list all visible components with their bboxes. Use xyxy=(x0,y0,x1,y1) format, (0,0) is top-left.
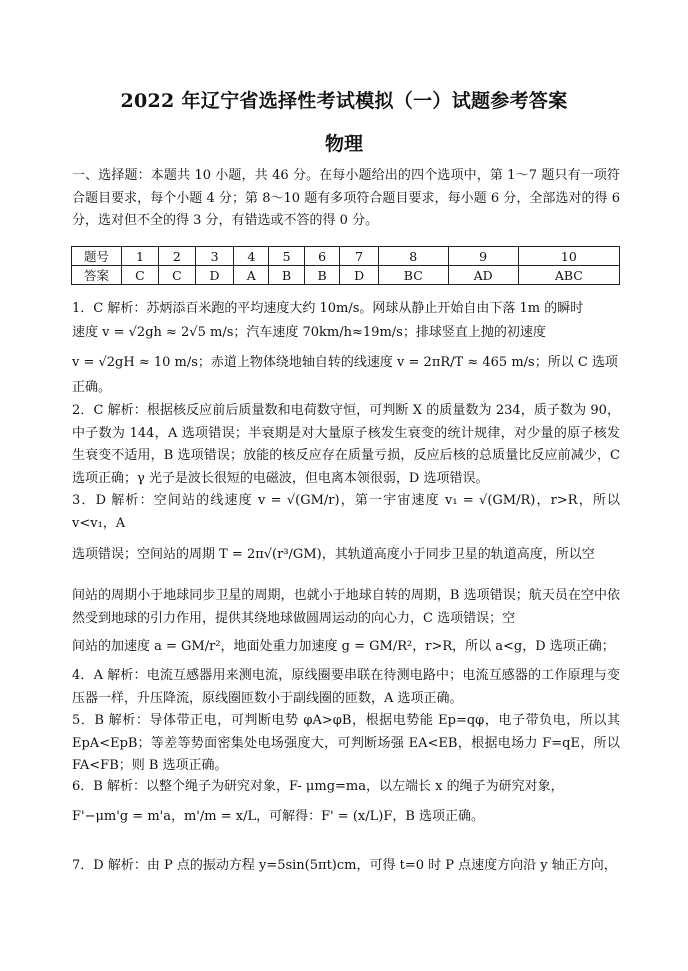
question-number: 10 xyxy=(518,247,619,266)
question-number: 5 xyxy=(269,247,305,266)
row-label-number: 题号 xyxy=(72,247,122,266)
explanation-q3-line4: 间站的加速度 a = GM/r²，地面处重力加速度 g = GM/R²，r>R，所以 a<g，D 选项正确； xyxy=(72,639,615,654)
explanation-q1-line4: 正确。 xyxy=(72,380,112,395)
question-number: 3 xyxy=(195,247,234,266)
subject-title: 物理 xyxy=(324,133,363,155)
question-number: 2 xyxy=(158,247,195,266)
answer-cell: ABC xyxy=(518,266,619,285)
explanation-q6-line1: 6．B 解析：以整个绳子为研究对象，F- μmg=ma，以左端长 x 的绳子为研究对象， xyxy=(72,779,564,794)
answer-cell: AD xyxy=(448,266,518,285)
table-row xyxy=(72,266,620,285)
question-number: 8 xyxy=(378,247,448,266)
explanation-q2: 2．C 解析：根据核反应前后质量数和电荷数守恒，可判断 X 的质量数为 234，质子数为 90，中子数为 144，A 选项错误；半衰期是对大量原子核发生衰变的统计规律，对少量的原子核发生衰变不适用，B 选项错误；放能的核反应存在质量亏损，反应后核的总质量比反应前减少，C 选项正确；γ 光子是波长很短的电磁波，但电离本领很弱，D 选项错误。 xyxy=(72,403,620,486)
row-label-answer: 答案 xyxy=(72,266,122,285)
explanation-q1-line1: 1．C 解析：苏炳添百米跑的平均速度大约 10m/s。网球从静止开始自由下落 1m 的瞬时 xyxy=(72,301,584,316)
explanation-q7: 7．D 解析：由 P 点的振动方程 y=5sin(5πt)cm，可得 t=0 时 P 点速度方向沿 y 轴正方向， xyxy=(72,858,617,873)
question-number: 1 xyxy=(122,247,159,266)
answer-table xyxy=(71,246,620,285)
table-row xyxy=(72,247,620,266)
explanation-q1-line2: 速度 v = √2gh ≈ 2√5 m/s；汽车速度 70km/h≈19m/s；排球竖直上抛的初速度 xyxy=(72,325,546,340)
answer-cell: B xyxy=(269,266,305,285)
answer-cell: A xyxy=(234,266,269,285)
explanation-q3-line3: 间站的周期小于地球同步卫星的周期，也就小于地球自转的周期，B 选项错误；航天员在空中依然受到地球的引力作用，提供其绕地球做圆周运动的向心力，C 选项错误；空 xyxy=(72,588,620,626)
section-intro: 一、选择题：本题共 10 小题，共 46 分。在每小题给出的四个选项中，第 1～7 题只有一项符合题目要求，每个小题 4 分；第 8～10 题有多项符合题目要求，每小题 6 分，全部选对的得 6 分，选对但不全的得 3 分，有错选或不答的得 0 分。 xyxy=(72,168,620,228)
explanation-q1-line3: v = √2gH ≈ 10 m/s；赤道上物体绕地轴自转的线速度 v = 2πR/T ≈ 465 m/s；所以 C 选项 xyxy=(72,355,618,370)
answer-cell: C xyxy=(122,266,159,285)
explanation-q3-line2: 选项错误；空间站的周期 T = 2π√(r³/GM)，其轨道高度小于同步卫星的轨道高度，所以空 xyxy=(72,547,595,562)
answer-cell: C xyxy=(158,266,195,285)
explanation-q6-line2: F'−μm'g = m'a，m'/m = x/L，可解得：F' = (x/L)F，B 选项正确。 xyxy=(72,809,485,824)
answer-cell: B xyxy=(304,266,340,285)
answer-cell: D xyxy=(340,266,379,285)
explanation-q3-line1: 3．D 解析：空间站的线速度 v = √(GM/r)，第一宇宙速度 v₁ = √(GM/R)，r>R，所以 v<v₁，A xyxy=(72,493,620,531)
answer-cell: BC xyxy=(378,266,448,285)
question-number: 4 xyxy=(234,247,269,266)
explanation-q4: 4．A 解析：电流互感器用来测电流，原线圈要串联在待测电路中；电流互感器的工作原理与变压器一样，升压降流，原线圈匝数小于副线圈的匝数，A 选项正确。 xyxy=(72,668,620,706)
question-number: 6 xyxy=(304,247,340,266)
question-number: 9 xyxy=(448,247,518,266)
answer-cell: D xyxy=(195,266,234,285)
explanation-q5: 5．B 解析：导体带正电，可判断电势 φA>φB，根据电势能 Ep=qφ，电子带负电，所以其 EpA<EpB；等差等势面密集处电场强度大，可判断场强 EA<EB，根据电场力 F=qE，所以 FA<FB；则 B 选项正确。 xyxy=(72,713,620,773)
page-title: 2022 年辽宁省选择性考试模拟（一）试题参考答案 xyxy=(120,90,568,112)
question-number: 7 xyxy=(340,247,379,266)
